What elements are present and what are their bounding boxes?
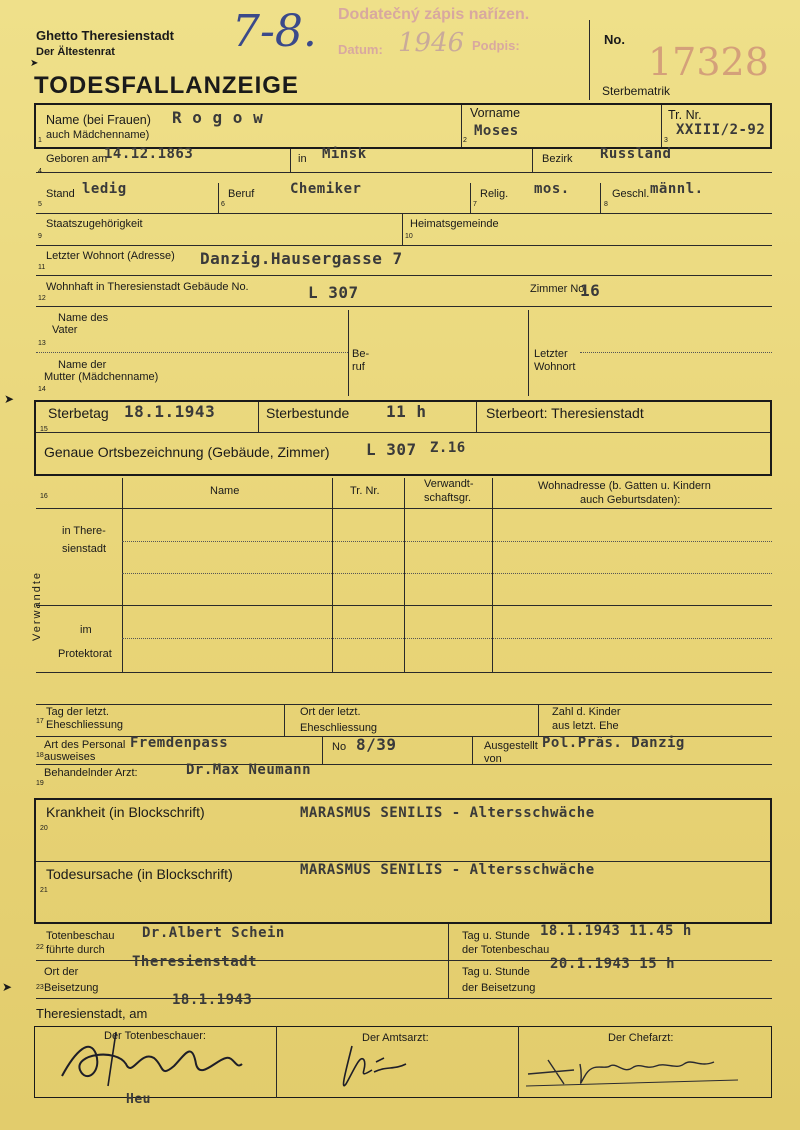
- relatives-relation-header-1: Verwandt-: [424, 478, 474, 490]
- no-label: No.: [604, 32, 625, 47]
- civil-status-label: Stand: [46, 188, 75, 200]
- district-label: Bezirk: [542, 153, 573, 165]
- field-number: 5: [38, 201, 42, 208]
- binding-mark-icon: ➤: [4, 392, 15, 406]
- stamp-datum-handwritten: 1946: [398, 28, 465, 58]
- field-number: 14: [38, 386, 46, 393]
- mother-label-2: Mutter (Mädchenname): [44, 371, 159, 383]
- burial-time-label-2: der Beisetzung: [462, 982, 536, 994]
- field-number: 22: [36, 944, 44, 951]
- born-value: 14.12.1863: [104, 146, 194, 162]
- parent-profession-1: Be-: [352, 348, 370, 360]
- field-number: 3: [664, 137, 668, 144]
- profession-value: Chemiker: [290, 181, 362, 197]
- parent-profession-2: ruf: [352, 361, 365, 373]
- marriage-place-label-2: Eheschliessung: [300, 722, 378, 734]
- field-number: 12: [38, 295, 46, 302]
- inspection-by-value: Dr.Albert Schein: [142, 925, 285, 941]
- burial-place-label-1: Ort der: [44, 966, 79, 978]
- field-number: 21: [40, 887, 48, 894]
- cause-of-death-label: Todesursache (in Blockschrift): [46, 866, 233, 882]
- burial-place-label-2: Beisetzung: [44, 982, 99, 994]
- surname-value: R o g o w: [172, 108, 264, 127]
- relatives-im: im: [80, 624, 92, 636]
- ghetto-building-value: L 307: [308, 283, 359, 302]
- trnr-value: XXIII/2-92: [676, 122, 766, 138]
- field-number: 6: [221, 201, 225, 208]
- religion-label: Relig.: [480, 188, 509, 200]
- parent-residence-1: Letzter: [534, 348, 568, 360]
- id-type-value: Fremdenpass: [130, 735, 229, 751]
- inspection-by-label-1: Totenbeschau: [46, 930, 115, 942]
- field-number: 4: [38, 168, 42, 175]
- attending-physician-value: Dr.Max Neumann: [186, 762, 312, 778]
- death-date-value: 18.1.1943: [124, 402, 216, 421]
- room-label: Zimmer No: [530, 283, 585, 295]
- place-date-value: 18.1.1943: [172, 992, 253, 1008]
- last-residence-value: Danzig.Hausergasse 7: [200, 249, 403, 268]
- relatives-relation-header-2: schaftsgr.: [424, 492, 472, 504]
- field-number: 9: [38, 233, 42, 240]
- sex-label: Geschl.: [612, 188, 650, 200]
- field-number: 15: [40, 426, 48, 433]
- marriage-date-label-2: Eheschliessung: [46, 719, 124, 731]
- field-number: 17: [36, 718, 44, 725]
- exact-location-room: Z.16: [430, 440, 466, 456]
- district-value: Russland: [600, 146, 672, 162]
- last-residence-label: Letzter Wohnort (Adresse): [46, 250, 175, 262]
- name-label-maiden: auch Mädchenname): [46, 129, 150, 141]
- relatives-name-header: Name: [210, 485, 240, 497]
- relatives-in-ghetto-2: sienstadt: [62, 543, 107, 555]
- id-number-value: 8/39: [356, 735, 397, 754]
- id-number-label: No: [332, 741, 347, 753]
- relatives-address-header-2: auch Geburtsdaten):: [580, 494, 681, 506]
- field-number: 7: [473, 201, 477, 208]
- under-signature-text: Heu: [126, 1092, 151, 1107]
- register-label: Sterbematrik: [602, 84, 671, 98]
- issued-by-label-1: Ausgestellt: [484, 740, 538, 752]
- born-label: Geboren am: [46, 153, 108, 165]
- disease-value: MARASMUS SENILIS - Altersschwäche: [300, 805, 595, 821]
- relatives-in-ghetto-1: in There-: [62, 525, 106, 537]
- field-number: 19: [36, 780, 44, 787]
- children-count-label-2: aus letzt. Ehe: [552, 720, 619, 732]
- binding-mark-icon: ➤: [2, 980, 13, 994]
- medical-officer-label: Der Amtsarzt:: [362, 1032, 429, 1044]
- field-number: 10: [405, 233, 413, 240]
- civil-status-value: ledig: [82, 181, 127, 197]
- chief-physician-label: Der Chefarzt:: [608, 1032, 674, 1044]
- home-community-label: Heimatsgemeinde: [410, 218, 499, 230]
- religion-value: mos.: [534, 181, 570, 197]
- inspection-by-label-2: führte durch: [46, 944, 105, 956]
- handwritten-mark: 7-8.: [232, 6, 317, 57]
- field-number: 13: [38, 340, 46, 347]
- issued-by-value: Pol.Präs. Danzig: [542, 735, 685, 751]
- name-label: Name (bei Frauen): [46, 113, 151, 127]
- relatives-address-header-1: Wohnadresse (b. Gatten u. Kindern: [538, 480, 711, 492]
- trnr-label: Tr. Nr.: [668, 108, 702, 122]
- field-number: 20: [40, 825, 48, 832]
- binding-mark-icon: ➤: [30, 58, 39, 69]
- burial-time-label-1: Tag u. Stunde: [462, 966, 530, 978]
- inspection-time-label-1: Tag u. Stunde: [462, 930, 530, 942]
- ghetto-residence-label: Wohnhaft in Theresienstadt Gebäude No.: [46, 281, 249, 293]
- death-hour-label: Sterbestunde: [266, 405, 350, 421]
- place-date-label: Theresienstadt, am: [36, 1006, 148, 1021]
- birthplace-value: Minsk: [322, 146, 367, 162]
- burial-place-value: Theresienstadt: [132, 954, 258, 970]
- org-name: Ghetto Theresienstadt: [36, 28, 174, 43]
- chief-physician-signature: [524, 1040, 744, 1090]
- stamp-datum-label: Datum:: [338, 42, 383, 57]
- register-number: 17328: [648, 40, 769, 84]
- parent-residence-2: Wohnort: [534, 361, 576, 373]
- death-place-label: Sterbeort: Theresienstadt: [486, 405, 644, 421]
- inspection-time-label-2: der Totenbeschau: [462, 944, 550, 956]
- id-type-label-1: Art des Personal: [44, 739, 126, 751]
- relatives-trnr-header: Tr. Nr.: [350, 485, 380, 497]
- marriage-place-label-1: Ort der letzt.: [300, 706, 361, 718]
- field-number: 2: [463, 137, 467, 144]
- children-count-label-1: Zahl d. Kinder: [552, 706, 621, 718]
- stamp-supplementary: Dodatečný zápis nařízen.: [338, 6, 530, 23]
- inspector-signature-label: Der Totenbeschauer:: [104, 1030, 206, 1042]
- burial-time-value: 20.1.1943 15 h: [550, 956, 676, 972]
- room-value: 16: [580, 281, 601, 300]
- sex-value: männl.: [650, 181, 704, 197]
- inspector-signature: [56, 1020, 256, 1090]
- mother-label-1: Name der: [58, 359, 107, 371]
- id-type-label-2: ausweises: [44, 751, 96, 763]
- vorname-label: Vorname: [470, 106, 521, 120]
- exact-location-building: L 307: [366, 440, 417, 459]
- field-number: 8: [604, 201, 608, 208]
- exact-location-label: Genaue Ortsbezeichnung (Gebäude, Zimmer): [44, 444, 330, 460]
- relatives-side-label: Verwandte: [30, 571, 43, 641]
- document-title: TODESFALLANZEIGE: [34, 72, 299, 99]
- issued-by-label-2: von: [484, 753, 502, 765]
- disease-label: Krankheit (in Blockschrift): [46, 804, 205, 820]
- profession-label: Beruf: [228, 188, 255, 200]
- death-date-label: Sterbetag: [48, 405, 109, 421]
- field-number: 11: [38, 264, 46, 271]
- field-number: 18: [36, 752, 44, 759]
- death-hour-value: 11 h: [386, 402, 427, 421]
- stamp-podpis-label: Podpis:: [472, 38, 520, 53]
- field-number: 1: [38, 137, 42, 144]
- org-council: Der Ältestenrat: [36, 46, 115, 58]
- marriage-date-label-1: Tag der letzt.: [46, 706, 109, 718]
- field-number: 16: [40, 493, 48, 500]
- father-label-1: Name des: [58, 312, 109, 324]
- inspection-time-value: 18.1.1943 11.45 h: [540, 923, 692, 939]
- attending-physician-label: Behandelnder Arzt:: [44, 767, 138, 779]
- cause-of-death-value: MARASMUS SENILIS - Altersschwäche: [300, 862, 595, 878]
- birthplace-label: in: [298, 153, 307, 165]
- field-number: 23: [36, 984, 44, 991]
- father-label-2: Vater: [52, 324, 78, 336]
- medical-officer-signature: [336, 1040, 416, 1100]
- vorname-value: Moses: [474, 123, 519, 139]
- relatives-protectorate: Protektorat: [58, 648, 112, 660]
- citizenship-label: Staatszugehörigkeit: [46, 218, 143, 230]
